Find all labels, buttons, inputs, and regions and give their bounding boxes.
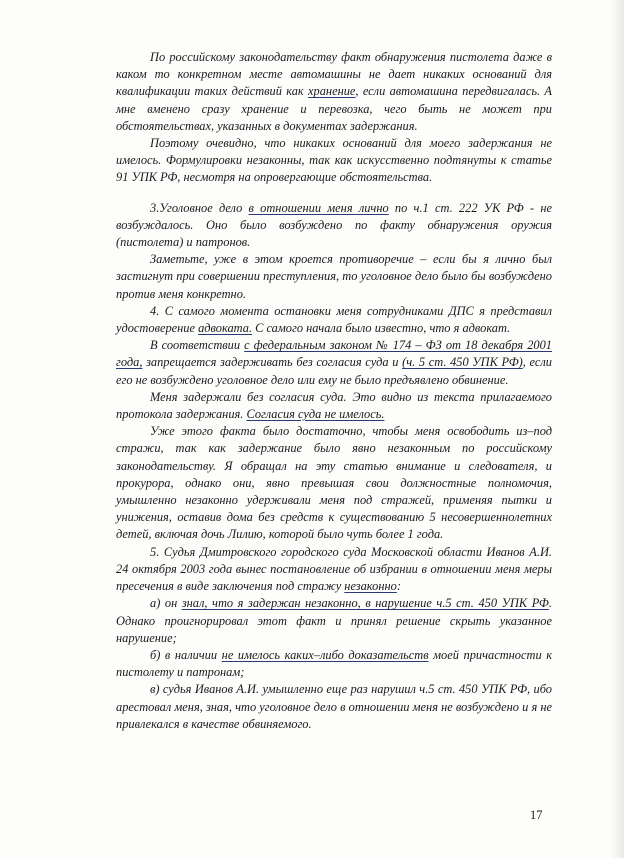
text-segment: Поэтому очевидно, что никаких оснований для моего задержания не имелось. Формулировки незаконны, так как искусственно подтянуты к статье 91 УПК РФ, несмотря на опровергающие обстоятельства.: [116, 136, 552, 185]
paragraph: [116, 544, 552, 596]
underlined-text: адвоката.: [198, 321, 253, 336]
paragraph: [116, 423, 552, 543]
paragraph: [116, 135, 552, 187]
text-segment: Заметьте, уже в этом кроется противоречие – если бы я лично был застигнут при совершении преступления, то уголовное дело было бы возбуждено против меня конкретно.: [116, 252, 552, 301]
scan-edge-shadow: [610, 0, 624, 858]
paragraph: [116, 595, 552, 647]
paragraph-gap: [116, 187, 552, 200]
paragraph: [116, 647, 552, 681]
underlined-text: не имелось каких–либо доказательств: [221, 647, 429, 662]
underlined-text: в отношении меня лично: [248, 200, 389, 215]
paragraph: [116, 303, 552, 337]
page-number: 17: [530, 808, 543, 822]
paragraph: [116, 389, 552, 423]
underlined-text: с федеральным законом № 174 – ФЗ от 18 декабря 2001 года,: [116, 338, 552, 370]
text-segment: По российскому законодательству факт обнаружения пистолета даже в каком то конкретном месте автомашины не дает никаких оснований для квалификации таких действий как: [116, 50, 552, 99]
underlined-text: (ч. 5 ст. 450 УПК РФ): [402, 355, 523, 370]
text-segment: С самого начала было известно, что я адвокат.: [252, 321, 511, 336]
document-body: [116, 49, 552, 733]
text-segment: по ч.1 ст. 222 УК РФ - не возбуждалось. Оно было возбуждено по факту обнаружения оружия (пистолета) и патронов.: [116, 200, 552, 250]
text-segment: 4. С самого момента остановки меня сотрудниками ДПС я представил удостоверение: [116, 303, 552, 336]
text-segment: моей причастности к пистолету и патронам;: [116, 647, 552, 680]
text-segment: В соответствии: [150, 338, 245, 353]
text-segment: б) в наличии: [150, 647, 222, 662]
text-segment: , если автомашина передвигалась. А мне вменено сразу хранение и перевозка, чего быть не может при обстоятельствах, указанных в документах задержания.: [116, 84, 552, 133]
text-segment: а) он: [150, 596, 182, 611]
text-segment: Уже этого факта было достаточно, чтобы меня освободить из–под стражи, так как задержание было явно незаконным по российскому законодательству. Я обращал на эту статью внимание и следователя, и прокурора, однако они, явно превышая свои должностные полномочия, умышленно незаконно удерживали меня под стражей, применяя пытки и унижения, оставив дома без средств к существованию 5 несовершеннолетних детей, включая дочь Лилию, которой было чуть более 1 года.: [116, 424, 552, 542]
text-segment: Меня задержали без согласия суда. Это видно из текста прилагаемого протокола задержания.: [116, 389, 552, 422]
paragraph: [116, 200, 552, 252]
underlined-text: незаконно: [344, 579, 397, 594]
underlined-text: Согласия суда не имелось.: [246, 407, 385, 422]
paragraph: [116, 337, 552, 389]
text-segment: в) судья Иванов А.И. умышленно еще раз нарушил ч.5 ст. 450 УПК РФ, ибо арестовал меня, зная, что уголовное дело в отношении меня не возбуждено и я не привлекался в качестве обвиняемого.: [116, 682, 552, 731]
underlined-text: знал, что я задержан незаконно, в нарушение ч.5 ст. 450 УПК РФ: [181, 596, 549, 611]
text-segment: , если его не возбуждено уголовное дело или ему не было предъявлено обвинение.: [116, 355, 552, 387]
paragraph: [116, 251, 552, 303]
underlined-text: хранение: [308, 84, 356, 99]
paragraph: [116, 681, 552, 733]
text-segment: . Однако проигнорировал этот факт и принял решение скрыть указанное нарушение;: [116, 596, 553, 645]
text-segment: 5. Судья Дмитровского городского суда Московской области Иванов А.И. 24 октября 2003 года вынес постановление об избрании в отношении меня меры пресечения в виде заключения под стражу: [116, 544, 552, 594]
text-segment: :: [396, 579, 401, 594]
paragraph: [116, 49, 552, 135]
text-segment: запрещается задерживать без согласия суда и: [142, 355, 403, 370]
text-segment: 3.Уголовное дело: [150, 200, 249, 215]
